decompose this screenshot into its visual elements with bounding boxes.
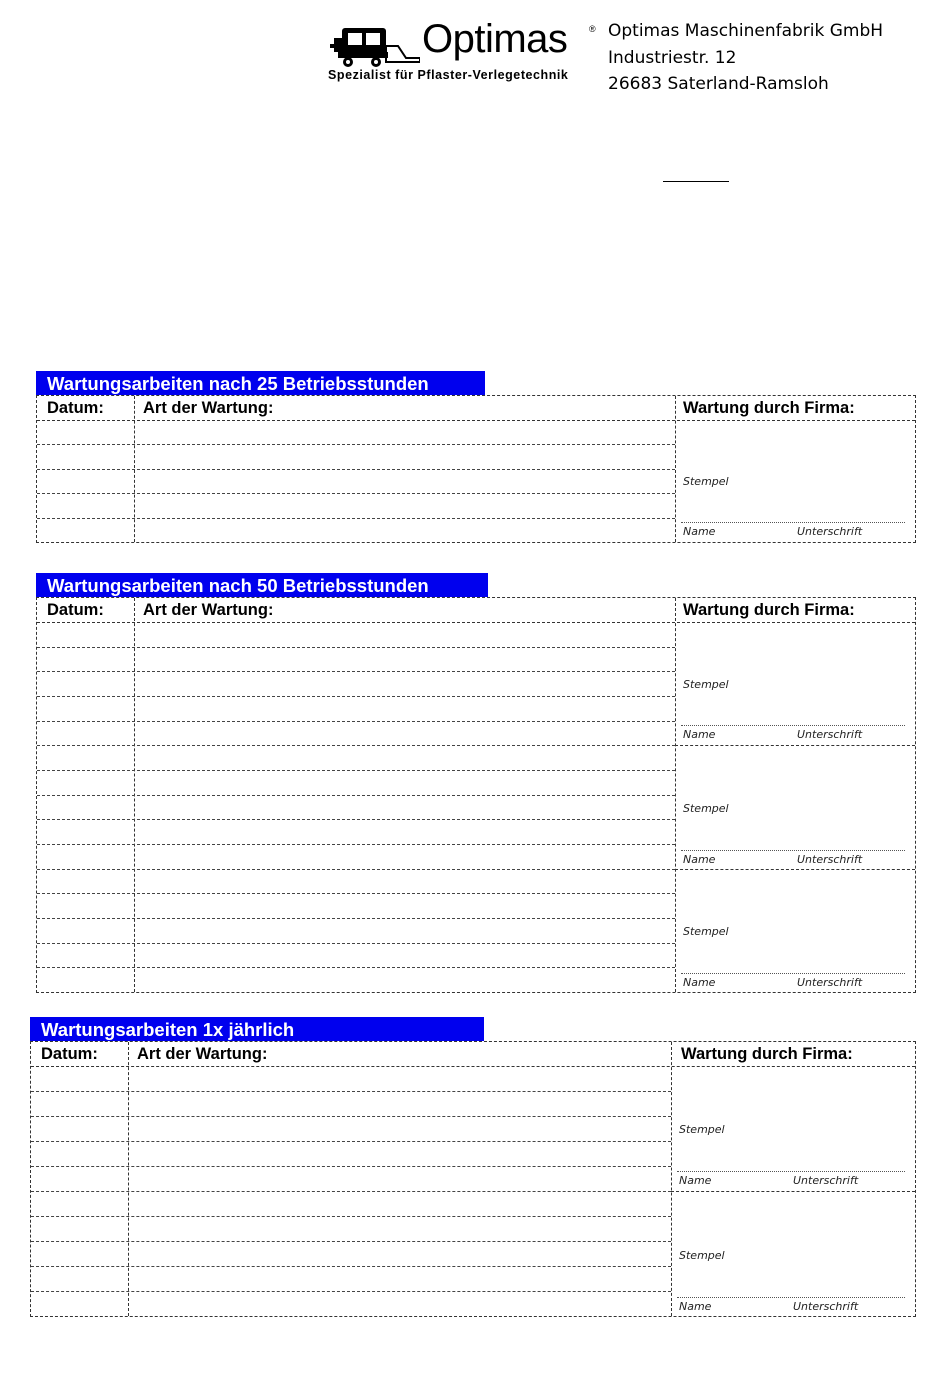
row-line bbox=[31, 1266, 671, 1267]
table-header bbox=[37, 396, 915, 421]
datum-header: Datum: bbox=[47, 601, 104, 619]
unterschrift-label: Unterschrift bbox=[797, 728, 863, 742]
paving-machine-icon bbox=[328, 24, 420, 68]
unterschrift-label: Unterschrift bbox=[797, 975, 863, 989]
maintenance-table-50h bbox=[36, 597, 916, 993]
art-header: Art der Wartung: bbox=[143, 399, 274, 417]
section-title-yearly: Wartungsarbeiten 1x jährlich bbox=[30, 1017, 484, 1041]
stamp-signature-block bbox=[675, 622, 915, 745]
unterschrift-label: Unterschrift bbox=[793, 1174, 859, 1187]
underline-mark bbox=[663, 181, 729, 182]
company-address bbox=[608, 18, 883, 98]
signature-line bbox=[681, 973, 905, 974]
row-line bbox=[37, 795, 675, 796]
unterschrift-label: Unterschrift bbox=[797, 525, 863, 538]
stamp-signature-block bbox=[671, 1191, 915, 1317]
row-line bbox=[37, 745, 675, 746]
row-line bbox=[31, 1166, 671, 1167]
stempel-label: Stempel bbox=[683, 925, 729, 939]
address-line: Optimas Maschinenfabrik GmbH bbox=[608, 21, 884, 41]
row-line bbox=[37, 770, 675, 771]
stempel-label: Stempel bbox=[679, 1248, 725, 1262]
section-title-25h: Wartungsarbeiten nach 25 Betriebsstunden bbox=[36, 371, 485, 395]
row-line bbox=[37, 721, 675, 722]
name-label: Name bbox=[683, 728, 716, 742]
stempel-label: Stempel bbox=[679, 1122, 725, 1136]
datum-column-divider bbox=[128, 1042, 129, 1316]
maintenance-table-25h bbox=[36, 395, 916, 543]
registered-mark: ® bbox=[589, 24, 596, 34]
name-label: Name bbox=[679, 1174, 712, 1187]
stempel-label: Stempel bbox=[683, 475, 729, 488]
row-line bbox=[37, 518, 675, 519]
logo-wordmark: Optimas bbox=[422, 17, 568, 61]
stamp-signature-block bbox=[675, 745, 915, 869]
logo-tagline: Spezialist für Pflaster-Verlegetechnik bbox=[328, 68, 569, 82]
name-label: Name bbox=[683, 525, 716, 538]
name-label: Name bbox=[683, 975, 716, 989]
row-line bbox=[31, 1091, 671, 1092]
datum-header: Datum: bbox=[47, 399, 104, 417]
row-line bbox=[37, 844, 675, 845]
signature-line bbox=[677, 1171, 905, 1172]
table-header bbox=[37, 598, 915, 623]
stempel-label: Stempel bbox=[683, 801, 729, 815]
row-line bbox=[37, 943, 675, 944]
unterschrift-label: Unterschrift bbox=[793, 1300, 859, 1313]
row-line bbox=[37, 647, 675, 648]
signature-line bbox=[677, 1297, 905, 1298]
name-label: Name bbox=[683, 852, 716, 866]
row-line bbox=[37, 469, 675, 470]
row-line bbox=[31, 1291, 671, 1292]
signature-line bbox=[681, 725, 905, 726]
stamp-signature-block bbox=[675, 869, 915, 993]
stempel-label: Stempel bbox=[683, 677, 729, 691]
row-line bbox=[37, 444, 675, 445]
table-header bbox=[31, 1042, 915, 1067]
row-line bbox=[31, 1241, 671, 1242]
datum-header: Datum: bbox=[41, 1045, 98, 1063]
row-line bbox=[37, 967, 675, 968]
row-line bbox=[37, 869, 675, 870]
section-title-50h: Wartungsarbeiten nach 50 Betriebsstunden bbox=[36, 573, 488, 597]
address-line: 26683 Saterland-Ramsloh bbox=[608, 74, 829, 94]
row-line bbox=[31, 1216, 671, 1217]
firma-header: Wartung durch Firma: bbox=[683, 601, 855, 619]
firma-header: Wartung durch Firma: bbox=[681, 1045, 853, 1063]
company-logo bbox=[328, 18, 600, 88]
row-line bbox=[37, 696, 675, 697]
firma-header: Wartung durch Firma: bbox=[683, 399, 855, 417]
maintenance-table-yearly bbox=[30, 1041, 916, 1317]
signature-line bbox=[681, 850, 905, 851]
unterschrift-label: Unterschrift bbox=[797, 852, 863, 866]
row-line bbox=[31, 1141, 671, 1142]
row-line bbox=[31, 1191, 671, 1192]
art-header: Art der Wartung: bbox=[143, 601, 274, 619]
name-label: Name bbox=[679, 1300, 712, 1313]
row-line bbox=[37, 493, 675, 494]
row-line bbox=[37, 893, 675, 894]
row-line bbox=[31, 1116, 671, 1117]
row-line bbox=[37, 918, 675, 919]
art-header: Art der Wartung: bbox=[137, 1045, 268, 1063]
signature-line bbox=[681, 522, 905, 523]
stamp-signature-block bbox=[675, 420, 915, 542]
address-line: Industriestr. 12 bbox=[608, 47, 737, 68]
row-line bbox=[37, 819, 675, 820]
row-line bbox=[37, 671, 675, 672]
stamp-signature-block bbox=[671, 1066, 915, 1191]
